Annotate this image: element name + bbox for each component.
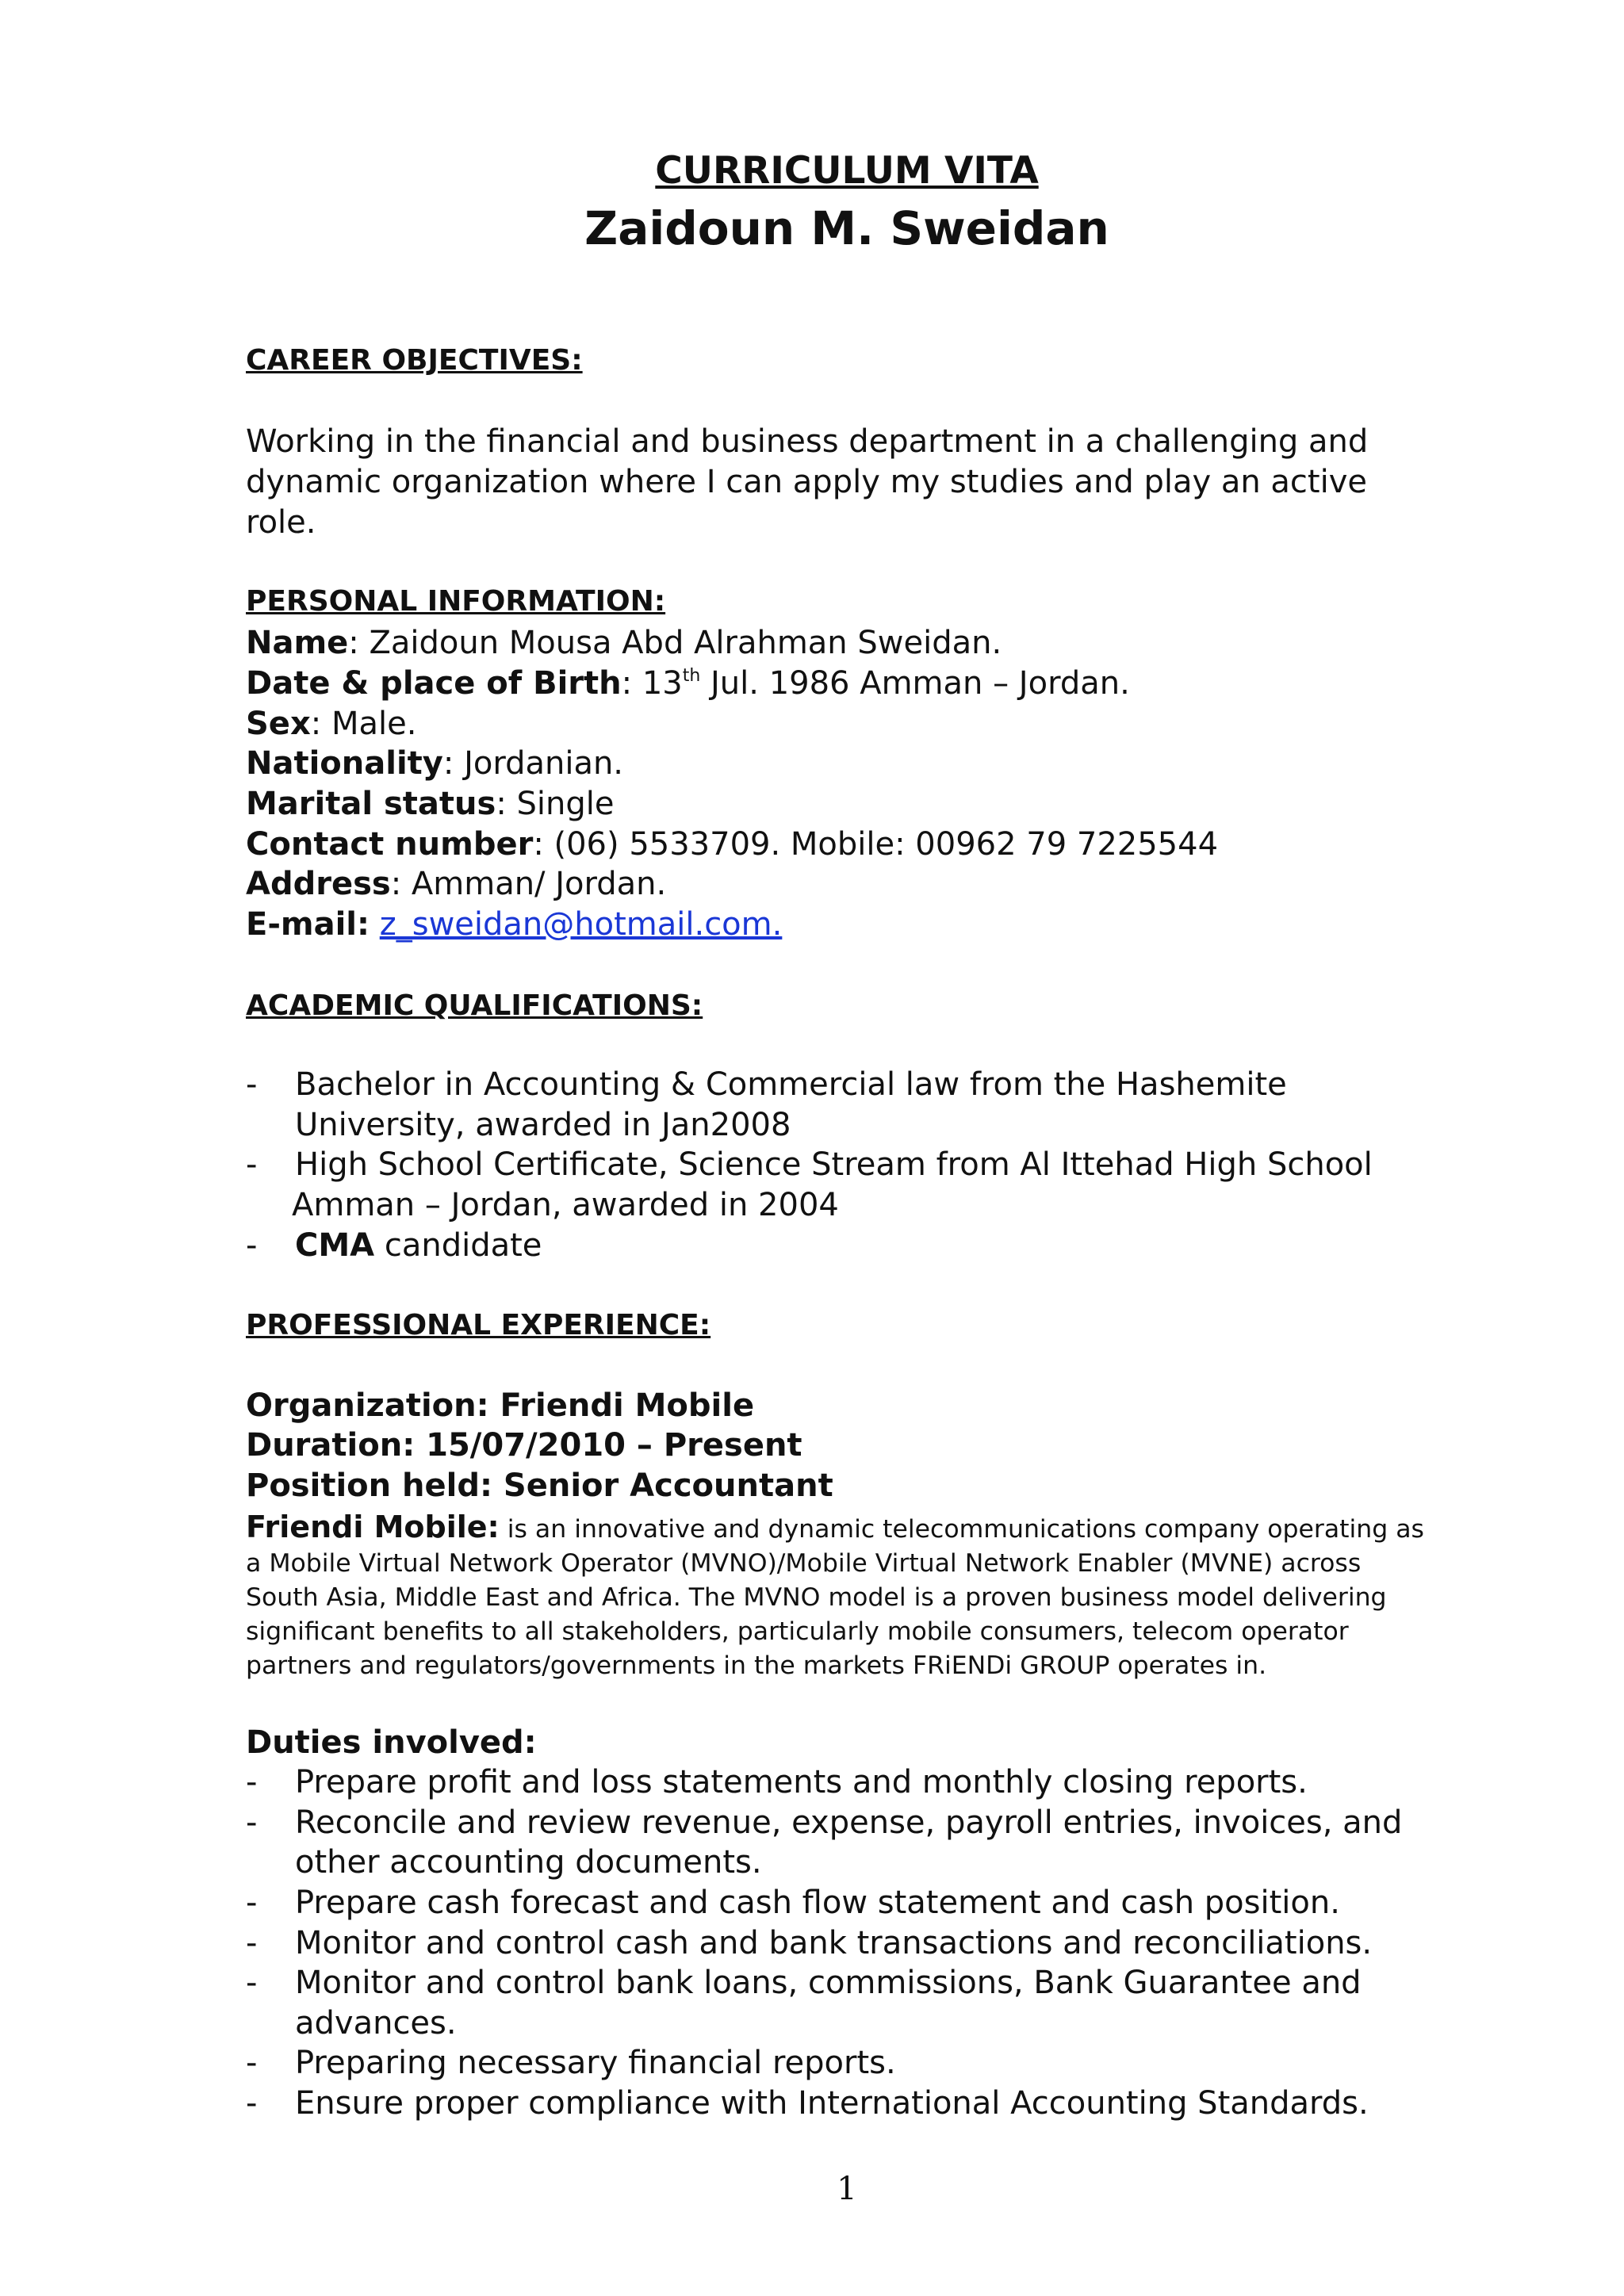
- duty-item-4: Monitor and control cash and bank transactions and reconciliations.: [295, 1925, 1373, 1961]
- bullet-dash: -: [246, 2085, 258, 2122]
- personal-birth-line: [246, 665, 1130, 702]
- academic-item-2-line-2: Amman – Jordan, awarded in 2004: [292, 1187, 839, 1223]
- bullet-dash: -: [246, 1804, 258, 1841]
- address-label: Address: [246, 866, 391, 902]
- bullet-dash: -: [246, 1925, 258, 1961]
- contact-value: : (06) 5533709. Mobile: 00962 79 7225544: [533, 826, 1219, 863]
- email-label: E-mail:: [246, 906, 370, 943]
- bullet-dash: -: [246, 1965, 258, 2001]
- marital-value: : Single: [496, 786, 615, 822]
- name-value: : Zaidoun Mousa Abd Alrahman Sweidan.: [348, 625, 1002, 661]
- bullet-dash: -: [246, 1227, 258, 1264]
- career-objectives-heading: CAREER OBJECTIVES:: [246, 344, 583, 377]
- duty-item-6: Preparing necessary financial reports.: [295, 2045, 896, 2081]
- academic-item-1-line-2: University, awarded in Jan2008: [295, 1107, 791, 1143]
- duration-line: Duration: 15/07/2010 – Present: [246, 1427, 802, 1464]
- organization-line: Organization: Friendi Mobile: [246, 1387, 755, 1424]
- birth-day-suffix: th: [682, 666, 701, 686]
- duty-item-5-line-1: Monitor and control bank loans, commissions, Bank Guarantee and: [295, 1965, 1362, 2001]
- bullet-dash: -: [246, 1885, 258, 1921]
- cma-rest: candidate: [374, 1227, 542, 1264]
- sex-label: Sex: [246, 706, 311, 742]
- candidate-name: Zaidoun M. Sweidan: [584, 201, 1109, 255]
- bullet-dash: -: [246, 2045, 258, 2081]
- personal-sex-line: [246, 706, 416, 742]
- document-title: CURRICULUM VITA: [655, 149, 1039, 193]
- personal-information-heading: PERSONAL INFORMATION:: [246, 585, 666, 618]
- cma-label: CMA: [295, 1227, 375, 1264]
- marital-label: Marital status: [246, 786, 496, 822]
- company-description-text: is an innovative and dynamic telecommunications company operating as a Mobile Virtual Network Operator (MVNO)/Mobile Virtual Network Enabler (MVNE) across South Asia, Middle East and Africa. The MVNO model is a proven business model delivering significant benefits to all stakeholders, particularly mobile consumers, telecom operator partners and regulators/governments in the markets FRiENDi GROUP operates in.: [246, 1515, 1424, 1680]
- bullet-dash: -: [246, 1066, 258, 1103]
- contact-label: Contact number: [246, 826, 534, 863]
- email-link[interactable]: z_sweidan@hotmail.com.: [379, 906, 783, 943]
- page-number: 1: [837, 2171, 857, 2207]
- career-objectives-text: Working in the financial and business department in a challenging and dynamic organization where I can apply my studies and play an active role.: [246, 423, 1369, 541]
- nationality-value: : Jordanian.: [442, 745, 624, 782]
- position-line: Position held: Senior Accountant: [246, 1468, 833, 1504]
- birth-value-rest: Jul. 1986 Amman – Jordan.: [700, 665, 1130, 702]
- personal-contact-line: [246, 826, 1218, 863]
- name-label: Name: [246, 625, 349, 661]
- birth-value: : 13: [621, 665, 683, 702]
- professional-experience-heading: PROFESSIONAL EXPERIENCE:: [246, 1309, 711, 1341]
- academic-qualifications-heading: ACADEMIC QUALIFICATIONS:: [246, 989, 703, 1022]
- duty-item-1: Prepare profit and loss statements and monthly closing reports.: [295, 1764, 1308, 1800]
- bullet-dash: -: [246, 1146, 258, 1183]
- academic-item-2-line-1: High School Certificate, Science Stream from Al Ittehad High School: [295, 1146, 1373, 1183]
- duty-item-2-line-1: Reconcile and review revenue, expense, payroll entries, invoices, and: [295, 1804, 1403, 1841]
- academic-item-3: [295, 1227, 542, 1264]
- duties-heading: Duties involved:: [246, 1724, 537, 1761]
- personal-address-line: [246, 866, 666, 902]
- sex-value: : Male.: [310, 706, 417, 742]
- academic-item-1-line-1: Bachelor in Accounting & Commercial law from the Hashemite: [295, 1066, 1287, 1103]
- nationality-label: Nationality: [246, 745, 443, 782]
- birth-label: Date & place of Birth: [246, 665, 622, 702]
- duty-item-5-line-2: advances.: [295, 2005, 457, 2042]
- address-value: : Amman/ Jordan.: [390, 866, 667, 902]
- duty-item-2-line-2: other accounting documents.: [295, 1844, 762, 1881]
- personal-name-line: [246, 625, 1002, 661]
- company-description-lead: Friendi Mobile:: [246, 1510, 500, 1544]
- duty-item-7: Ensure proper compliance with International Accounting Standards.: [295, 2085, 1369, 2122]
- personal-marital-line: [246, 786, 614, 822]
- personal-email-line: [246, 906, 782, 943]
- bullet-dash: -: [246, 1764, 258, 1800]
- duty-item-3: Prepare cash forecast and cash flow statement and cash position.: [295, 1885, 1340, 1921]
- company-description: [246, 1510, 1435, 1683]
- personal-nationality-line: [246, 745, 623, 782]
